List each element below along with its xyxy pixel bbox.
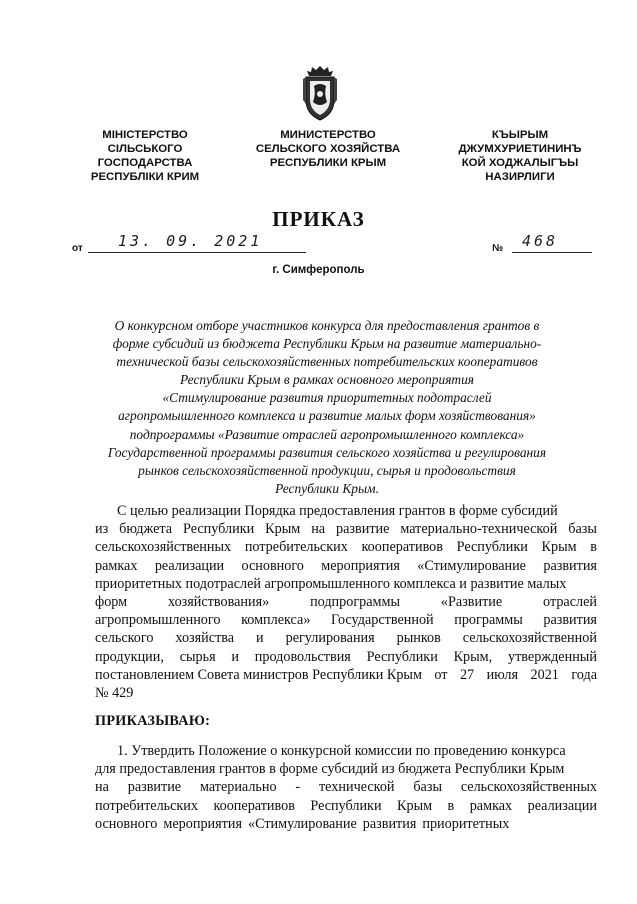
word: кооперативов bbox=[213, 797, 295, 814]
word: хозяйства bbox=[175, 630, 235, 647]
order-details bbox=[72, 232, 592, 256]
word: 27 bbox=[459, 666, 475, 683]
subject-line: «Стимулирование развития приоритетных подотраслей bbox=[162, 390, 492, 406]
word: Крым bbox=[541, 539, 577, 556]
word: на bbox=[95, 779, 109, 796]
text-line bbox=[95, 666, 597, 684]
word: регулирования bbox=[285, 630, 375, 647]
text-line bbox=[95, 797, 597, 815]
word: июля bbox=[486, 666, 519, 683]
word: программы bbox=[454, 612, 523, 629]
word: развития bbox=[543, 612, 597, 629]
word: развития bbox=[362, 815, 417, 832]
word: базы bbox=[413, 779, 442, 796]
word: технической bbox=[318, 779, 395, 796]
text-line bbox=[95, 502, 597, 520]
header-line: НАЗИРЛИГИ bbox=[485, 171, 555, 183]
subject-line: форме субсидий из бюджета Республики Крым на развитие материально- bbox=[112, 336, 542, 352]
word: для предоставления грантов в форме субсидий из бюджета Республики Крым bbox=[95, 761, 565, 778]
word: Республики bbox=[456, 539, 528, 556]
ministry-header bbox=[60, 128, 590, 190]
word: постановлением Совета министров Республики Крым bbox=[95, 666, 422, 683]
document-title: ПРИКАЗ bbox=[272, 207, 365, 231]
word: хозяйствования» bbox=[168, 594, 270, 611]
text-line bbox=[95, 629, 597, 647]
text-line bbox=[95, 538, 597, 556]
header-line: КОЙ ХОДЖАЛЫГЪЫ bbox=[461, 157, 579, 169]
word: потребительских bbox=[244, 539, 348, 556]
subject-line: Государственной программы развития сельского хозяйства и регулирования bbox=[107, 444, 547, 460]
header-line: МИНИСТЕРСТВО bbox=[280, 129, 376, 141]
subject-line: Республики Крым. bbox=[275, 480, 379, 496]
subject-line: рынков сельскохозяйственной продукции, сырья и продовольствия bbox=[138, 462, 516, 478]
word: 2021 bbox=[530, 666, 559, 683]
header-line: СЕЛЬСКОГО ХОЗЯЙСТВА bbox=[255, 143, 401, 155]
header-line: КЪЫРЫМ bbox=[491, 129, 549, 141]
word: продукции, bbox=[95, 648, 164, 665]
word: реализации bbox=[154, 557, 225, 574]
crimea-emblem-icon bbox=[300, 64, 340, 122]
word: продовольствия bbox=[254, 648, 351, 665]
word: отраслей bbox=[543, 594, 597, 611]
city: г. Симферополь bbox=[272, 264, 365, 276]
word: 1. Утвердить Положение о конкурсной комиссии по проведению конкурса bbox=[117, 743, 566, 759]
word: рамках bbox=[95, 557, 138, 574]
subject-line: О конкурсном отборе участников конкурса для предоставления грантов в bbox=[114, 318, 540, 333]
header-line: РЕСПУБЛІКИ КРИМ bbox=[90, 171, 200, 183]
word: из bbox=[95, 521, 109, 538]
word: на bbox=[311, 521, 326, 538]
text-line bbox=[95, 760, 597, 778]
subject-line: агропромышленного комплекса и развитие малых форм хозяйствования» bbox=[118, 408, 536, 424]
word: комплекса» bbox=[241, 612, 311, 629]
word: «Развитие bbox=[440, 594, 503, 611]
number-label: № bbox=[492, 243, 504, 254]
text-line bbox=[95, 575, 597, 593]
word: рынков bbox=[396, 630, 441, 647]
order-date: 13. 09. 2021 bbox=[118, 232, 263, 250]
order-subject bbox=[92, 317, 562, 498]
header-crimean-tatar bbox=[440, 128, 600, 184]
text-line bbox=[95, 742, 597, 760]
word: мероприятия bbox=[163, 815, 242, 832]
word: С целью реализации Порядка предоставления грантов в форме субсидий bbox=[117, 503, 558, 519]
word: основного bbox=[95, 815, 158, 832]
word: материально bbox=[199, 779, 277, 796]
word: - bbox=[295, 779, 301, 796]
word: Республики bbox=[310, 797, 382, 814]
word: Крым bbox=[265, 521, 301, 538]
word: потребительских bbox=[95, 797, 198, 814]
word: года bbox=[571, 666, 597, 683]
word: сельскохозяйственной bbox=[462, 630, 597, 647]
word: основного bbox=[241, 557, 304, 574]
text-line bbox=[95, 815, 597, 833]
text-line bbox=[95, 557, 597, 575]
text-line bbox=[95, 520, 597, 538]
header-line: МІНІСТЕРСТВО bbox=[102, 129, 188, 141]
word: материально-технической bbox=[400, 521, 558, 538]
order-word: ПРИКАЗЫВАЮ: bbox=[95, 713, 211, 729]
word: утвержденный bbox=[507, 648, 597, 665]
text-line bbox=[95, 778, 597, 796]
word: Государственной bbox=[331, 612, 434, 629]
word: агропромышленного bbox=[95, 612, 221, 629]
word: Крым, bbox=[453, 648, 493, 665]
word: реализации bbox=[527, 797, 597, 814]
word: сельскохозяйственных bbox=[460, 779, 597, 796]
subject-line: Республики Крым в рамках основного мероприятия bbox=[179, 372, 475, 388]
text-line bbox=[95, 648, 597, 666]
header-line: СІЛЬСЬКОГО bbox=[107, 143, 183, 155]
word: в bbox=[447, 797, 455, 814]
date-field bbox=[88, 232, 306, 253]
word: и bbox=[256, 630, 264, 647]
word: приоритетных bbox=[422, 815, 510, 832]
word: базы bbox=[568, 521, 597, 538]
text-line bbox=[95, 593, 597, 611]
word: развитие bbox=[127, 779, 182, 796]
word: от bbox=[434, 666, 448, 683]
order-number: 468 bbox=[522, 232, 559, 250]
word: сельскохозяйственных bbox=[95, 539, 232, 556]
word: бюджета bbox=[119, 521, 173, 538]
word: Республики bbox=[366, 648, 438, 665]
word: рамках bbox=[469, 797, 513, 814]
text-line bbox=[95, 611, 597, 629]
word: развития bbox=[543, 557, 597, 574]
word: развитие bbox=[336, 521, 390, 538]
header-line: ГОСПОДАРСТВА bbox=[97, 157, 193, 169]
word: мероприятия bbox=[321, 557, 400, 574]
word: сельского bbox=[95, 630, 154, 647]
word: № 429 bbox=[95, 685, 134, 702]
word: «Стимулирование bbox=[417, 557, 526, 574]
word: приоритетных подотраслей агропромышленного комплекса и развитие малых bbox=[95, 575, 567, 592]
word: в bbox=[590, 539, 597, 556]
word: «Стимулирование bbox=[247, 815, 357, 832]
word: кооперативов bbox=[361, 539, 443, 556]
header-russian bbox=[248, 128, 408, 170]
order-item-1 bbox=[95, 742, 597, 833]
word: Крым bbox=[397, 797, 433, 814]
header-line: ДЖУМХУРИЕТИНИНЪ bbox=[458, 143, 582, 155]
subject-line: технической базы сельскохозяйственных потребительских кооперативов bbox=[116, 354, 538, 370]
word: форм bbox=[95, 594, 128, 611]
number-field bbox=[512, 232, 592, 253]
header-line: РЕСПУБЛИКИ КРЫМ bbox=[269, 157, 387, 169]
word: Республики bbox=[183, 521, 255, 538]
date-label: от bbox=[72, 243, 83, 254]
word: подпрограммы bbox=[310, 594, 401, 611]
word: и bbox=[231, 648, 239, 665]
word: сырья bbox=[179, 648, 216, 665]
preamble-paragraph bbox=[95, 502, 597, 702]
header-ukrainian bbox=[70, 128, 220, 184]
subject-line: подпрограммы «Развитие отраслей агропромышленного комплекса» bbox=[129, 426, 525, 442]
text-line bbox=[95, 684, 597, 702]
